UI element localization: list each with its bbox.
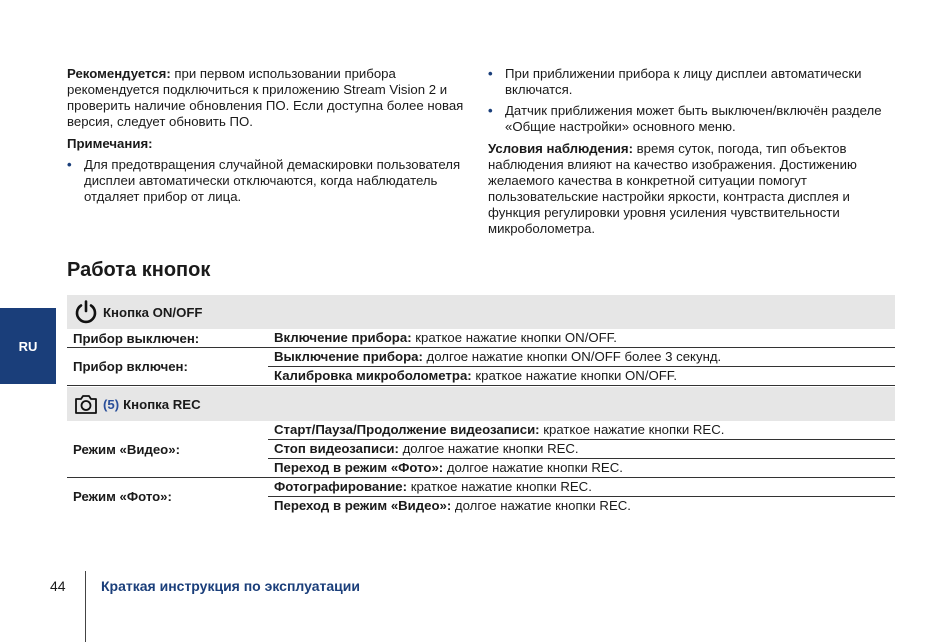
action-text: краткое нажатие кнопки ON/OFF. (411, 330, 617, 345)
onoff-header-label: Кнопка ON/OFF (103, 304, 203, 320)
action-row (268, 497, 895, 515)
action-row (268, 421, 895, 440)
note-bullet: • При приближении прибора к лицу дисплеи автоматически включатся. (488, 66, 888, 98)
conditions-label: Условия наблюдения: (488, 141, 633, 156)
action-text: долгое нажатие кнопки REC. (398, 441, 579, 456)
action-label: Включение прибора: (274, 330, 412, 345)
rec-header (67, 387, 895, 421)
footer-title: Краткая инструкция по эксплуатации (101, 578, 360, 594)
rec-number: (5) (103, 396, 120, 412)
action-text: долгое нажатие кнопки REC. (451, 498, 631, 513)
recommend-label: Рекомендуется: (67, 66, 171, 81)
action-text: краткое нажатие кнопки REC. (539, 422, 725, 437)
action-text: краткое нажатие кнопки ON/OFF. (471, 368, 678, 383)
action-text: долгое нажатие кнопки ON/OFF более 3 секунд. (422, 349, 722, 364)
action-label: Переход в режим «Видео»: (274, 498, 452, 513)
action-label: Калибровка микроболометра: (274, 368, 472, 383)
action-row (268, 478, 895, 497)
conditions-paragraph (488, 141, 888, 237)
action-row (268, 440, 895, 459)
footer-divider (85, 571, 86, 642)
action-row (268, 367, 895, 385)
buttons-table (67, 295, 895, 515)
action-text: долгое нажатие кнопки REC. (443, 460, 623, 475)
left-column (67, 66, 475, 205)
action-label: Старт/Пауза/Продолжение видеозаписи: (274, 422, 540, 437)
right-column (488, 66, 888, 237)
page-number: 44 (50, 578, 66, 594)
onoff-header (67, 295, 895, 329)
action-row (268, 459, 895, 477)
recommendation-paragraph (67, 66, 475, 130)
mode-label: Режим «Видео»: (73, 441, 180, 457)
notes-title: Примечания: (67, 136, 153, 151)
action-label: Фотографирование: (274, 479, 408, 494)
mode-label: Прибор выключен: (73, 330, 200, 346)
action-row (268, 348, 895, 367)
table-row (67, 329, 895, 348)
rec-header-label: Кнопка REC (123, 396, 201, 412)
power-icon (73, 299, 99, 325)
mode-label: Режим «Фото»: (73, 489, 172, 504)
conditions-text: время суток, погода, тип объектов наблюдения влияют на качество изображения. Достижению желаемого качества в конкретной ситуации помогут пользовательские настройки яркости, контраста дисплея и функция регулировки уровня усиления чувствительности микроболометра. (488, 141, 857, 236)
language-tab: RU (0, 308, 56, 384)
action-row (268, 329, 895, 347)
action-text: краткое нажатие кнопки REC. (407, 479, 592, 494)
note-bullet: • Датчик приближения может быть выключен/включён разделе «Общие настройки» основного меню. (488, 103, 888, 135)
action-label: Переход в режим «Фото»: (274, 460, 444, 475)
table-row (67, 478, 895, 515)
section-title: Работа кнопок (67, 259, 211, 281)
action-label: Выключение прибора: (274, 349, 423, 364)
table-row (67, 421, 895, 478)
table-row (67, 348, 895, 386)
recommend-text: при первом использовании прибора рекомендуется подключиться к приложению Stream Vision 2 и проверить наличие обновления ПО. Если доступна более новая версия, следует обновить ПО. (67, 66, 464, 129)
camera-icon (73, 391, 99, 417)
action-label: Стоп видеозаписи: (274, 441, 399, 456)
mode-label: Прибор включен: (73, 359, 188, 374)
note-bullet: • Для предотвращения случайной демаскировки пользователя дисплеи автоматически отключаются, когда наблюдатель отдаляет прибор от лица. (67, 157, 475, 205)
